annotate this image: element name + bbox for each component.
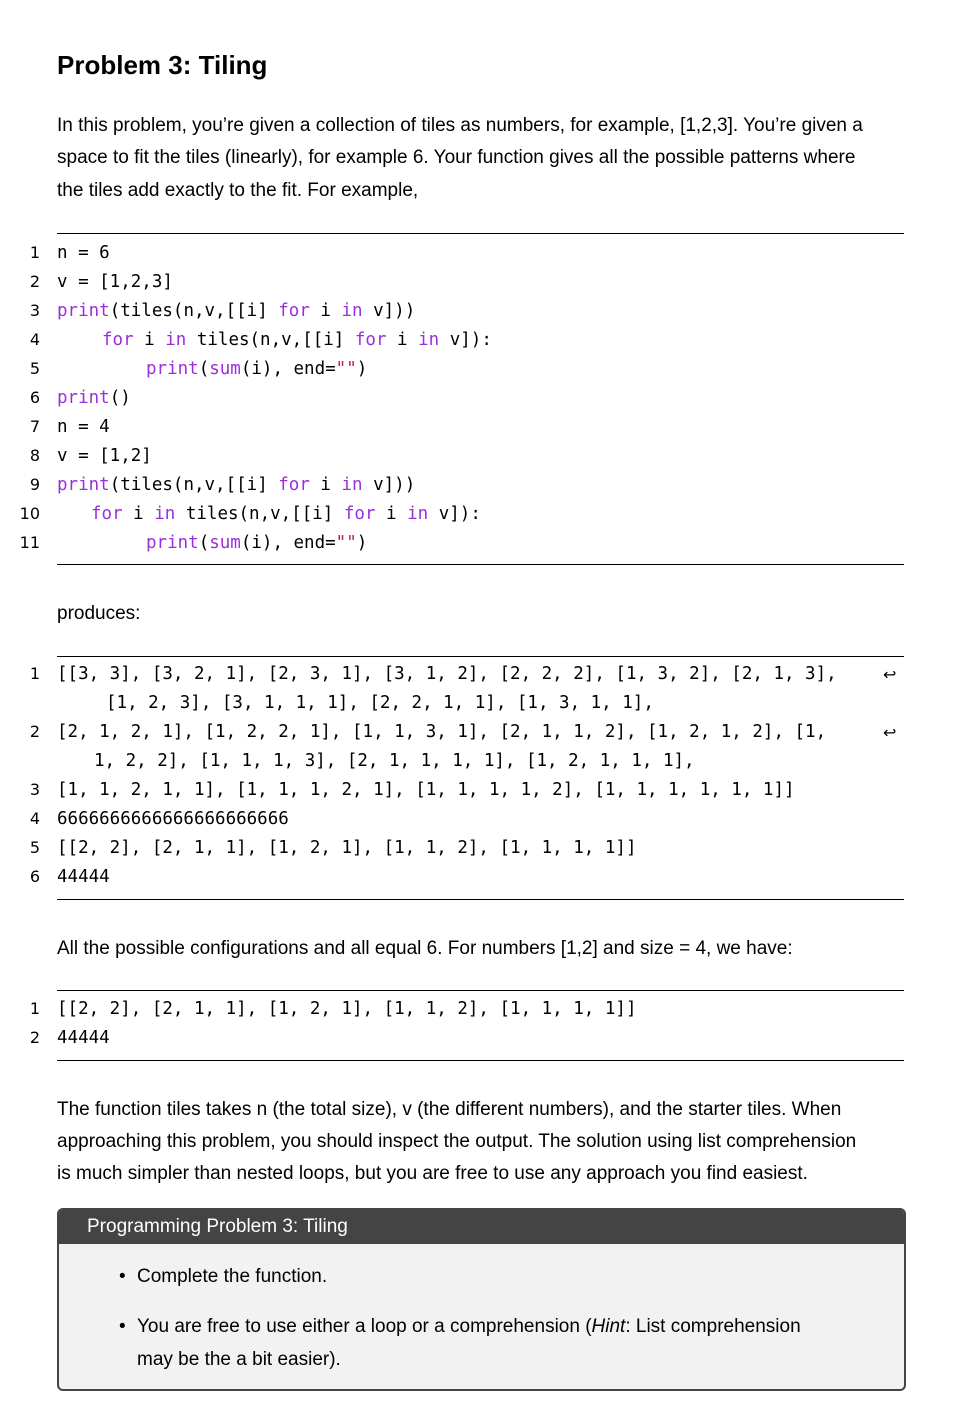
code-top-rule (57, 233, 904, 234)
line-number: 6 (29, 388, 40, 407)
output-text: [1, 2, 3], [3, 1, 1, 1], [2, 2, 1, 1], [1, 3, 1, 1], (106, 693, 654, 713)
code-text: n = 6 (57, 243, 110, 263)
programming-problem-box (57, 1208, 906, 1391)
line-number: 11 (19, 533, 40, 552)
output-top-rule (57, 656, 904, 657)
output-text: [2, 1, 2, 1], [1, 2, 2, 1], [1, 1, 3, 1], [2, 1, 1, 2], [1, 2, 1, 2], [1, (57, 722, 827, 742)
line-number: 4 (29, 330, 40, 349)
line-number: 1 (29, 243, 40, 262)
code-text: for i in tiles(n,v,[[i] for i in v]): (102, 330, 492, 350)
line-number: 8 (29, 446, 40, 465)
output-text: 6666666666666666666666 (57, 809, 289, 829)
code-text: for i in tiles(n,v,[[i] for i in v]): (91, 504, 481, 524)
code-text: print(sum(i), end="") (146, 533, 368, 553)
page-title: Problem 3: Tiling (57, 50, 268, 80)
line-number: 4 (29, 809, 40, 828)
output-text: [1, 1, 2, 1, 1], [1, 1, 1, 2, 1], [1, 1, 1, 1, 2], [1, 1, 1, 1, 1, 1]] (57, 780, 795, 800)
line-number: 3 (29, 301, 40, 320)
output-text: 1, 2, 2], [1, 1, 1, 3], [2, 1, 1, 1, 1], [1, 2, 1, 1, 1], (94, 751, 695, 771)
bullet-icon: • (119, 1266, 126, 1287)
code-text: v = [1,2,3] (57, 272, 173, 292)
code-text: v = [1,2] (57, 446, 152, 466)
middle-text: All the possible configurations and all equal 6. For numbers [1,2] and size = 4, we have: (57, 938, 793, 959)
closing-line-1: The function tiles takes n (the total size), v (the different numbers), and the starter tiles. When (57, 1099, 842, 1120)
intro-line-2: space to fit the tiles (linearly), for example 6. Your function gives all the possible patterns where (57, 147, 856, 168)
line-number: 5 (29, 838, 40, 857)
output-text: [[2, 2], [2, 1, 1], [1, 2, 1], [1, 1, 2], [1, 1, 1, 1]] (57, 999, 637, 1019)
line-number: 2 (29, 722, 40, 741)
code-text: n = 4 (57, 417, 110, 437)
line-number: 2 (29, 1028, 40, 1047)
output2-bottom-rule (57, 1060, 904, 1061)
intro-line-1: In this problem, you’re given a collection of tiles as numbers, for example, [1,2,3]. You’re given a (57, 115, 863, 136)
line-number: 1 (29, 664, 40, 683)
continuation-icon: ↩ (883, 723, 897, 742)
task-text-continued: may be the a bit easier). (137, 1348, 341, 1370)
output-text: 44444 (57, 1028, 110, 1048)
line-number: 5 (29, 359, 40, 378)
task-text: Complete the function. (137, 1266, 328, 1287)
output-text: [[3, 3], [3, 2, 1], [2, 3, 1], [3, 1, 2], [2, 2, 2], [1, 3, 2], [2, 1, 3], (57, 664, 837, 684)
produces-label: produces: (57, 603, 141, 624)
closing-line-3: is much simpler than nested loops, but you are free to use any approach you find easiest. (57, 1163, 808, 1184)
line-number: 10 (19, 504, 40, 523)
intro-line-3: the tiles add exactly to the fit. For example, (57, 180, 419, 201)
list-item (119, 1261, 877, 1294)
output-bottom-rule (57, 899, 904, 900)
task-text: You are free to use either a loop or a comprehension (Hint: List comprehension (137, 1316, 801, 1337)
box-header: Programming Problem 3: Tiling (59, 1210, 904, 1244)
closing-line-2: approaching this problem, you should inspect the output. The solution using list comprehension (57, 1131, 857, 1152)
output2-top-rule (57, 990, 904, 991)
code-text: print(sum(i), end="") (146, 359, 368, 379)
line-number: 3 (29, 780, 40, 799)
code-text: print() (57, 388, 131, 408)
line-number: 1 (29, 999, 40, 1018)
code-text: print(tiles(n,v,[[i] for i in v])) (57, 301, 416, 321)
line-number: 7 (29, 417, 40, 436)
code-text: print(tiles(n,v,[[i] for i in v])) (57, 475, 416, 495)
output-text: 44444 (57, 867, 110, 887)
line-number: 6 (29, 867, 40, 886)
code-bottom-rule (57, 564, 904, 565)
continuation-icon: ↩ (883, 665, 897, 684)
line-number: 9 (29, 475, 40, 494)
output-text: [[2, 2], [2, 1, 1], [1, 2, 1], [1, 1, 2], [1, 1, 1, 1]] (57, 838, 637, 858)
list-item (119, 1311, 877, 1376)
line-number: 2 (29, 272, 40, 291)
bullet-icon: • (119, 1316, 126, 1337)
